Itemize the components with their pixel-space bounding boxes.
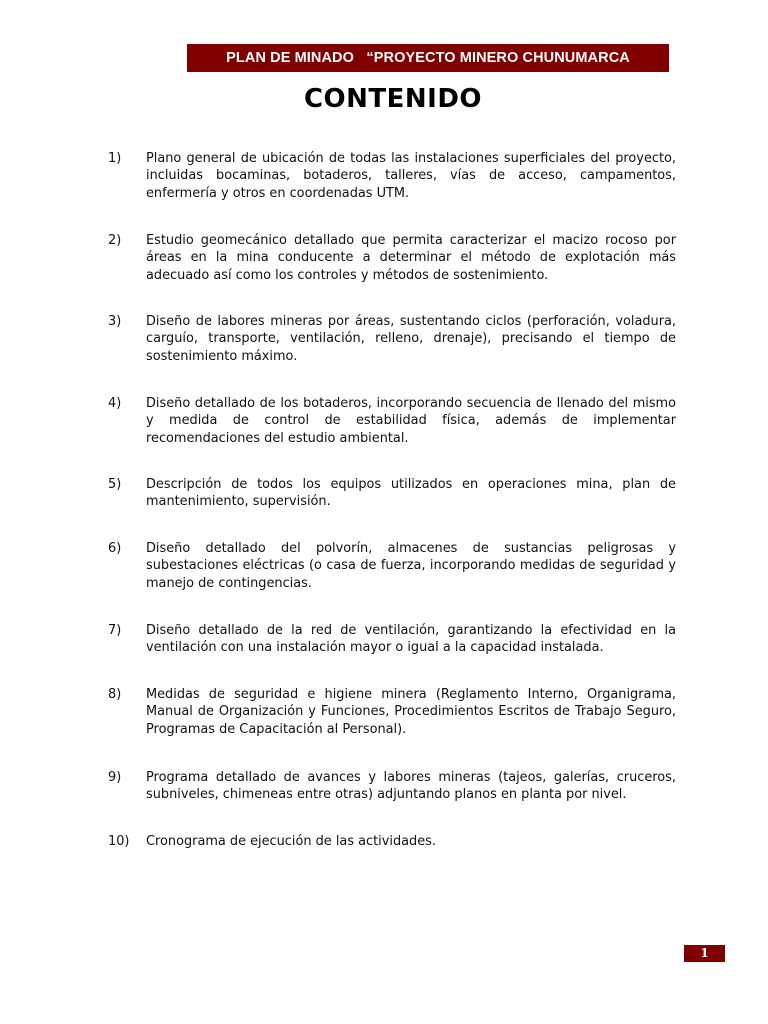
- list-item: [108, 833, 676, 850]
- list-item-number: 10): [108, 834, 130, 849]
- list-item-number: 6): [108, 541, 122, 556]
- list-item-text: Diseño de labores mineras por áreas, sustentando ciclos (perforación, voladura, carguío, transporte, ventilación, relleno, drenaje), precisando el tiempo de sostenimiento máximo.: [146, 314, 676, 364]
- list-item: [108, 232, 676, 284]
- list-item-number: 2): [108, 233, 122, 248]
- list-item: [108, 313, 676, 365]
- list-item-text: Estudio geomecánico detallado que permita caracterizar el macizo rocoso por áreas en la mina conducente a determinar el método de explotación más adecuado así como los controles y métodos de sostenimiento.: [146, 233, 676, 283]
- list-item-text: Diseño detallado de los botaderos, incorporando secuencia de llenado del mismo y medida de control de estabilidad física, además de implementar recomendaciones del estudio ambiental.: [146, 396, 676, 446]
- list-item-number: 9): [108, 770, 122, 785]
- list-item-text: Descripción de todos los equipos utilizados en operaciones mina, plan de mantenimiento, supervisión.: [146, 477, 676, 510]
- list-item-number: 3): [108, 314, 122, 329]
- list-item: [108, 395, 676, 447]
- list-item-number: 7): [108, 623, 122, 638]
- list-item-text: Plano general de ubicación de todas las instalaciones superficiales del proyecto, incluidas bocaminas, botaderos, talleres, vías de acceso, campamentos, enfermería y otros en coordenadas UTM.: [146, 151, 676, 201]
- document-header: PLAN DE MINADO “PROYECTO MINERO CHUNUMARCA: [187, 44, 669, 72]
- list-item-number: 1): [108, 151, 122, 166]
- list-item: [108, 476, 676, 511]
- list-item: [108, 622, 676, 657]
- list-item-number: 5): [108, 477, 122, 492]
- list-item: [108, 769, 676, 804]
- list-item-text: Programa detallado de avances y labores mineras (tajeos, galerías, cruceros, subniveles, chimeneas entre otras) adjuntando planos en planta por nivel.: [146, 770, 676, 803]
- list-item: [108, 540, 676, 592]
- page-title: CONTENIDO: [303, 84, 483, 114]
- page-number: 1: [684, 945, 725, 962]
- list-item: [108, 686, 676, 738]
- list-item-number: 4): [108, 396, 122, 411]
- list-item-text: Medidas de seguridad e higiene minera (Reglamento Interno, Organigrama, Manual de Organización y Funciones, Procedimientos Escritos de Trabajo Seguro, Programas de Capacitación al Personal).: [146, 687, 676, 737]
- list-item-text: Diseño detallado de la red de ventilación, garantizando la efectividad en la ventilación con una instalación mayor o igual a la capacidad instalada.: [146, 623, 676, 656]
- list-item-text: Diseño detallado del polvorín, almacenes de sustancias peligrosas y subestaciones eléctricas (o casa de fuerza, incorporando medidas de seguridad y manejo de contingencias.: [146, 541, 676, 591]
- list-item-number: 8): [108, 687, 122, 702]
- list-item-text: Cronograma de ejecución de las actividades.: [146, 834, 436, 849]
- list-item: [108, 150, 676, 202]
